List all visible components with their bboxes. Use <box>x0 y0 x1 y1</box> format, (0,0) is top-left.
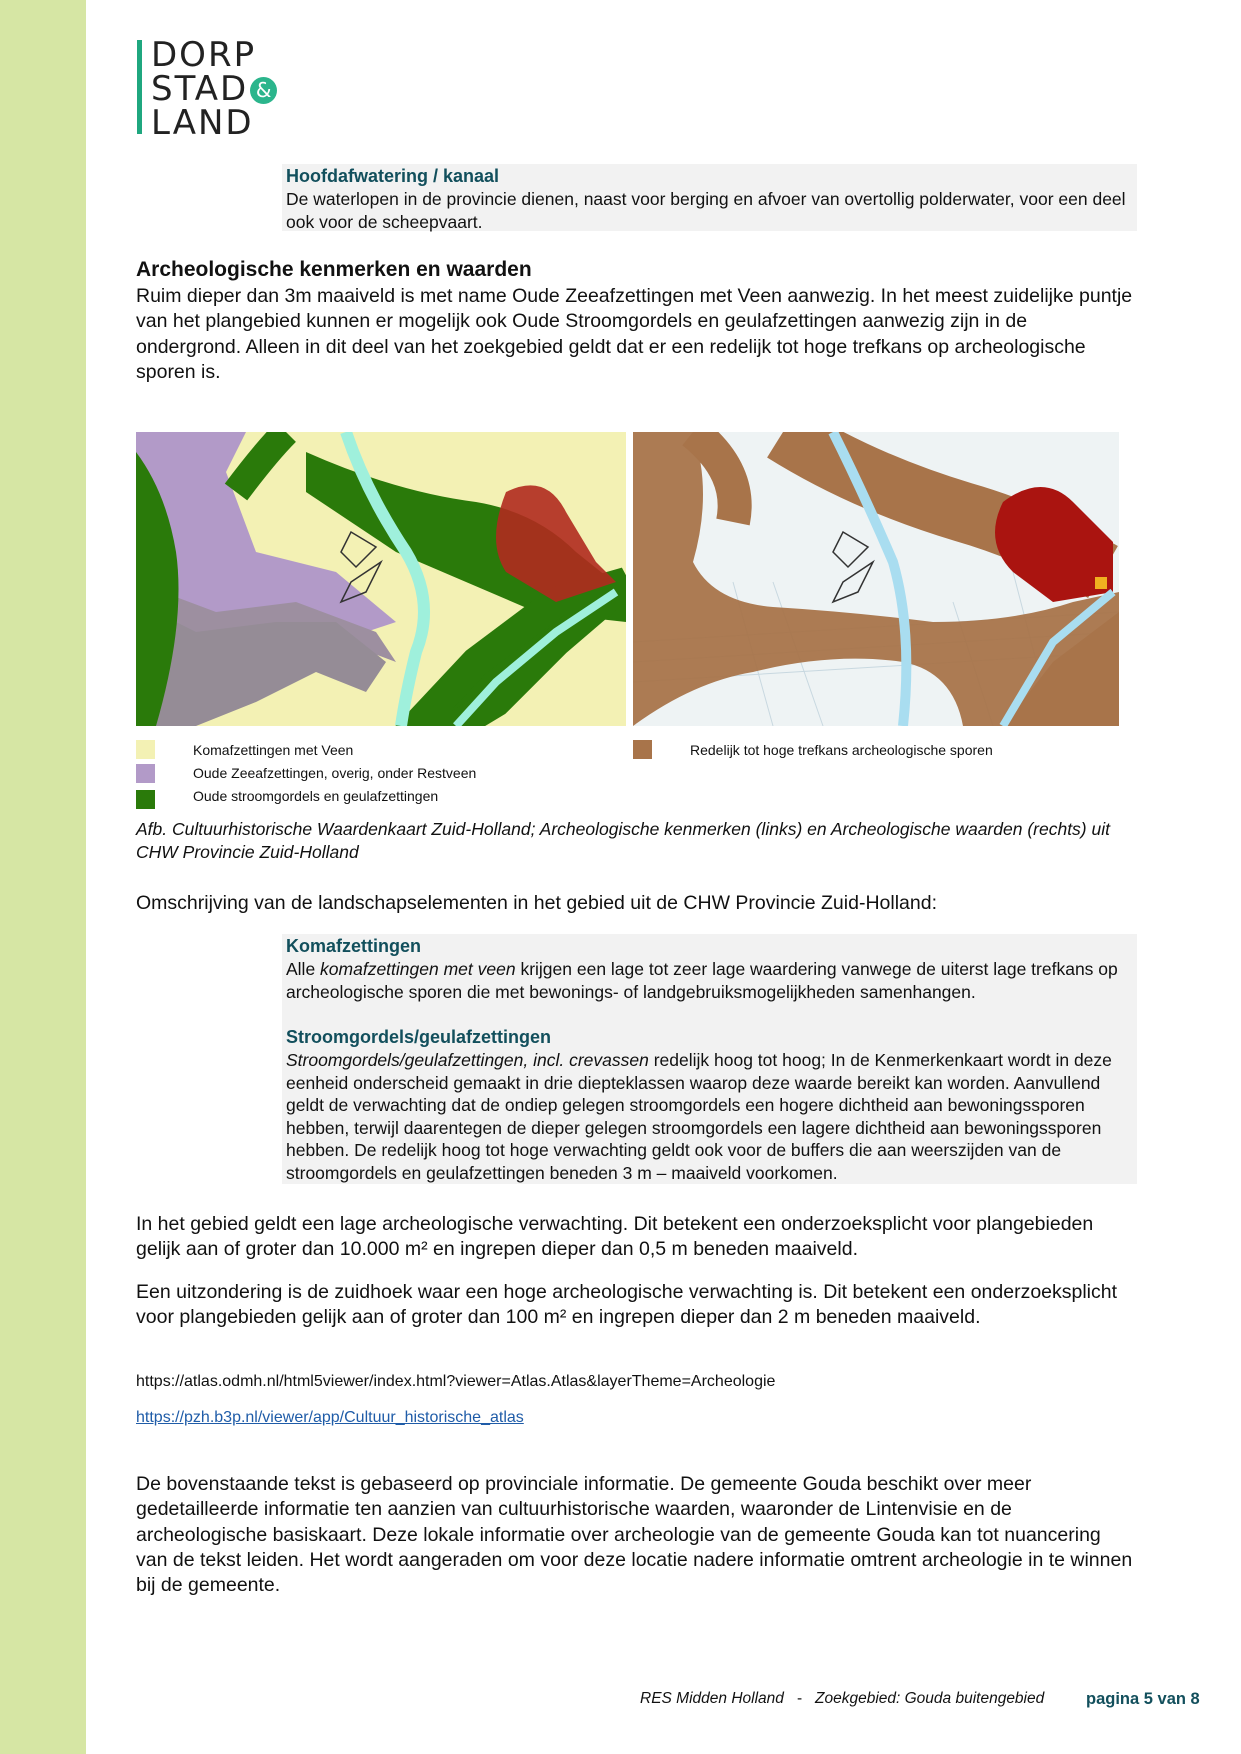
map-archeologische-kenmerken <box>136 432 626 726</box>
box-text: De waterlopen in de provincie dienen, naast voor berging en afvoer van overtollig polderwater, voor een deel ook voor de scheepvaart. <box>286 189 1126 232</box>
logo <box>137 35 297 143</box>
text-emphasis: Stroomgordels/geulafzettingen, incl. crevassen <box>286 1050 649 1070</box>
paragraph-uitzondering: Een uitzondering is de zuidhoek waar een hoge archeologische verwachting is. Dit betekent een onderzoeksplicht voor plangebieden gelijk aan of groter dan 100 m² en ingrepen dieper dan 2 m beneden maaiveld. <box>136 1281 1118 1329</box>
logo-line1: DORP <box>151 35 257 75</box>
logo-line2-text: STAD <box>151 69 249 109</box>
box-title-stroomgordels: Stroomgordels/geulafzettingen <box>286 1027 552 1047</box>
legend-swatch-komafzettingen <box>136 740 155 759</box>
legend-swatch-oude-zeeafzettingen <box>136 764 155 783</box>
legend-label: Oude Zeeafzettingen, overig, onder Restveen <box>193 765 477 781</box>
sidebar-stripe <box>0 0 86 1754</box>
footer-separator: - <box>797 1690 803 1707</box>
box-text-stroomgordels <box>286 1049 1133 1184</box>
legend-swatch-trefkans <box>633 740 652 759</box>
info-box-hoofdafwatering <box>282 164 1137 231</box>
footer-doc-title: RES Midden Holland <box>640 1690 784 1707</box>
logo-line2 <box>151 69 277 109</box>
paragraph-gemeente-gouda: De bovenstaande tekst is gebaseerd op provinciale informatie. De gemeente Gouda beschikt over meer gedetailleerde informatie ten aanzien van cultuurhistorische waarden, waaronder de Lintenvisie en de archeologische basiskaart. Deze lokale informatie over archeologie van de gemeente Gouda kan tot nuancering van de tekst leiden. Het wordt aangeraden om voor deze locatie nadere informatie omtrent archeologie in te winnen bij de gemeente. <box>136 1473 1133 1597</box>
legend-swatch-oude-stroomgordels <box>136 790 155 809</box>
text-emphasis: komafzettingen met veen <box>320 959 516 979</box>
map-archeologische-waarden <box>633 432 1119 726</box>
text-part: redelijk hoog tot hoog; In de Kenmerkenkaart wordt in deze eenheid onderscheid gemaakt in drie diepteklassen waarop deze waarde bereikt kan worden. Aanvullend geldt de verwachting dat de ondiep gelegen stroomgordels een hogere dichtheid aan bewoningssporen hebben, terwijl daarentegen de dieper gelegen stroomgordels een lagere dichtheid aan bewoningssporen hebben. De redelijk hoog tot hoge verwachting geldt ook voor de buffers die aan weerszijden van de stroomgordels en geulafzettingen beneden 3 m – maaiveld voorkomen. <box>286 1050 1112 1183</box>
text-part: Alle <box>286 959 321 979</box>
footer-page-number: pagina 5 van 8 <box>1086 1690 1200 1708</box>
legend-label: Komafzettingen met Veen <box>193 742 354 758</box>
omschrijving-text: Omschrijving van de landschapselementen in het gebied uit de CHW Provincie Zuid-Holland: <box>136 892 937 914</box>
section-heading: Archeologische kenmerken en waarden <box>136 258 532 281</box>
logo-amp: & <box>250 77 277 104</box>
link-cultuur-historische-atlas[interactable]: https://pzh.b3p.nl/viewer/app/Cultuur_historische_atlas <box>136 1409 524 1426</box>
figure-caption: Afb. Cultuurhistorische Waardenkaart Zuid-Holland; Archeologische kenmerken (links) en Archeologische waarden (rechts) uit CHW Provincie Zuid-Holland <box>136 819 1110 862</box>
section-intro: Ruim dieper dan 3m maaiveld is met name Oude Zeeafzettingen met Veen aanwezig. In het meest zuidelijke puntje van het plangebied kunnen er mogelijk ook Oude Stroomgordels en geulafzettingen aanwezig zijn in de ondergrond. Alleen in dit deel van het zoekgebied geldt dat er een redelijk tot hoge trefkans op archeologische sporen is. <box>136 285 1133 383</box>
box-title-komafzettingen: Komafzettingen <box>286 936 421 956</box>
box-title: Hoofdafwatering / kanaal <box>286 166 500 186</box>
paragraph-lage-verwachting: In het gebied geldt een lage archeologische verwachting. Dit betekent een onderzoeksplicht voor plangebieden gelijk aan of groter dan 10.000 m² en ingrepen dieper dan 0,5 m beneden maaiveld. <box>136 1213 1094 1261</box>
footer-zoekgebied: Zoekgebied: Gouda buitengebied <box>815 1690 1045 1707</box>
legend-label: Oude stroomgordels en geulafzettingen <box>193 788 439 804</box>
info-box-landschapselementen <box>282 934 1137 1184</box>
logo-bar <box>137 40 142 134</box>
legend-label: Redelijk tot hoge trefkans archeologische sporen <box>690 742 993 758</box>
logo-line3: LAND <box>151 103 254 143</box>
url-atlas-odmh: https://atlas.odmh.nl/html5viewer/index.html?viewer=Atlas.Atlas&layerTheme=Archeologie <box>136 1373 776 1390</box>
box-text-komafzettingen <box>286 958 1133 1003</box>
text-part: krijgen een lage tot zeer lage waardering vanwege de uiterst lage trefkans op archeologische sporen die met bewonings- of landgebruiksmogelijkheden samenhangen. <box>286 959 1118 1002</box>
